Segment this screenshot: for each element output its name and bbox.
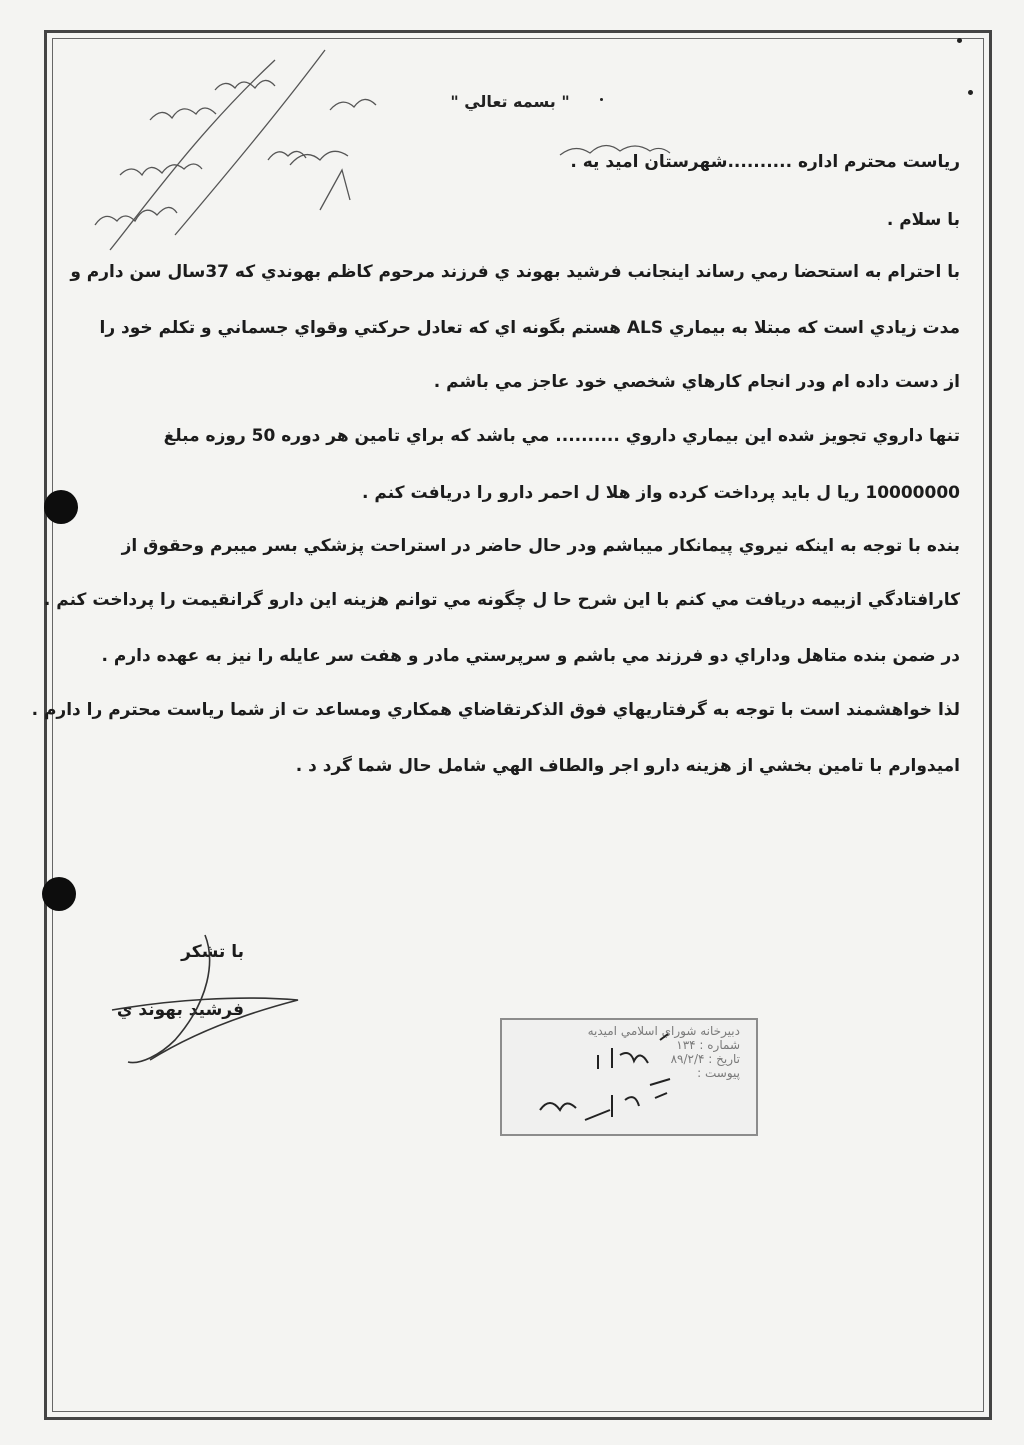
stamp-office: دبيرخانه شوراي اسلامي اميديه	[587, 1024, 740, 1038]
closing-text: با تشكر	[181, 942, 244, 962]
letter-body-line: بنده با توجه به اينكه نيروي پيمانكار ميباشم ودر حال حاضر در استراحت پزشكي بسر ميبرم وحقوق از	[121, 536, 960, 556]
letter-body-line: مدت زيادي است كه مبتلا به بيماري ALS هستم بگونه اي كه تعادل حركتي وقواي جسماني و تكلم خود را	[99, 318, 960, 338]
letter-body-line: با احترام به استحضا رمي رساند اينجانب فرشيد بهوند ي فرزند مرحوم كاظم بهوندي كه 37سال سن دارم و	[70, 262, 960, 282]
stamp-number: شماره : ۱۳۴	[676, 1038, 740, 1052]
letter-heading: " بسمه تعالي "	[450, 92, 570, 111]
stamp-attachment: پيوست :	[697, 1066, 740, 1080]
letter-body-line: كارافتادگي ازبيمه دريافت مي كنم با اين شرح حا ل چگونه مي توانم هزينه اين دارو گرانقيمت را پرداخت كنم .	[43, 590, 960, 610]
letter-body-line: لذا خواهشمند است با توجه به گرفتاريهاي فوق الذكرتقاضاي همكاري ومساعد ت از شما رياست محترم را دارم .	[31, 700, 960, 720]
letter-recipient: رياست محترم اداره ..........شهرستان اميد يه .	[570, 152, 960, 172]
letter-body-line: از دست داده ام ودر انجام كارهاي شخصي خود عاجز مي باشم .	[433, 372, 960, 392]
letter-body-line: تنها داروي تجويز شده اين بيماري داروي .......... مي باشد كه براي تامين هر دوره 50 روزه مبلغ	[163, 426, 960, 446]
letter-body-line: 10000000 ريا ل بايد پرداخت كرده واز هلا ل احمر دارو را دريافت كنم .	[362, 483, 960, 503]
signer-name: فرشيد بهوند ي	[116, 1000, 244, 1020]
stamp-date: تاريخ : ۸۹/۲/۴	[670, 1052, 740, 1066]
letter-body-line: اميدوارم با تامين بخشي از هزينه دارو اجر والطاف الهي شامل حال شما گرد د .	[295, 756, 960, 776]
letter-greeting: با سلام .	[886, 210, 960, 230]
letter-body-line: در ضمن بنده متاهل وداراي دو فرزند مي باشم و سرپرستي مادر و هفت سر عايله را نيز به عهده دارم .	[101, 646, 960, 666]
